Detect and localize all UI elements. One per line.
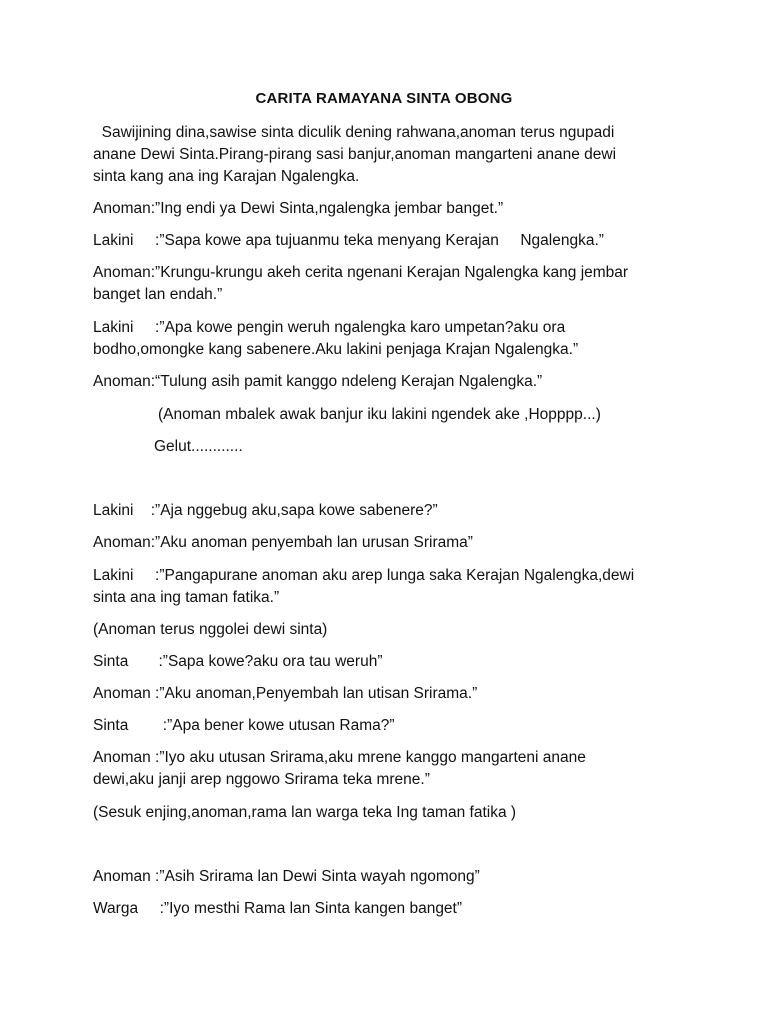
- dialogue-line: Anoman :”Iyo aku utusan Srirama,aku mrene kanggo mangarteni anane: [93, 749, 586, 766]
- stage-direction: Gelut............: [154, 438, 243, 455]
- dialogue-line: Lakini :”Apa kowe pengin weruh ngalengka karo umpetan?aku ora: [93, 319, 566, 336]
- document-title: CARITA RAMAYANA SINTA OBONG: [255, 90, 513, 107]
- dialogue-line: dewi,aku janji arep nggowo Srirama teka mrene.”: [93, 771, 430, 788]
- dialogue-line: Lakini :”Pangapurane anoman aku arep lunga saka Kerajan Ngalengka,dewi: [93, 567, 635, 584]
- dialogue-line: Anoman :”Asih Srirama lan Dewi Sinta wayah ngomong”: [93, 868, 480, 885]
- paragraph-line: sinta kang ana ing Karajan Ngalengka.: [93, 168, 360, 185]
- dialogue-line: Anoman:“Tulung asih pamit kanggo ndeleng Kerajan Ngalengka.”: [93, 373, 543, 390]
- dialogue-line: banget lan endah.”: [93, 286, 223, 303]
- dialogue-line: Anoman:”Ing endi ya Dewi Sinta,ngalengka jembar banget.”: [93, 200, 504, 217]
- dialogue-line: Anoman :”Aku anoman,Penyembah lan utisan Srirama.”: [93, 685, 478, 702]
- dialogue-line: Warga :”Iyo mesthi Rama lan Sinta kangen banget”: [93, 900, 463, 917]
- dialogue-line: Sinta :”Sapa kowe?aku ora tau weruh”: [93, 653, 383, 670]
- paragraph-line: Sawijining dina,sawise sinta diculik dening rahwana,anoman terus ngupadi: [93, 124, 615, 141]
- stage-direction: (Anoman mbalek awak banjur iku lakini ngendek ake ,Hopppp...): [158, 406, 601, 423]
- dialogue-line: Lakini :”Sapa kowe apa tujuanmu teka menyang Kerajan Ngalengka.”: [93, 232, 604, 249]
- dialogue-line: Sinta :”Apa bener kowe utusan Rama?”: [93, 717, 395, 734]
- dialogue-line: bodho,omongke kang sabenere.Aku lakini penjaga Krajan Ngalengka.”: [93, 341, 579, 358]
- dialogue-line: Anoman:”Krungu-krungu akeh cerita ngenani Kerajan Ngalengka kang jembar: [93, 264, 629, 281]
- stage-direction: (Anoman terus nggolei dewi sinta): [93, 621, 328, 638]
- dialogue-line: Lakini :”Aja nggebug aku,sapa kowe sabenere?”: [93, 502, 438, 519]
- stage-direction: (Sesuk enjing,anoman,rama lan warga teka Ing taman fatika ): [93, 804, 517, 821]
- dialogue-line: sinta ana ing taman fatika.”: [93, 589, 280, 606]
- dialogue-line: Anoman:”Aku anoman penyembah lan urusan Srirama”: [93, 534, 473, 551]
- paragraph-line: anane Dewi Sinta.Pirang-pirang sasi banjur,anoman mangarteni anane dewi: [93, 146, 617, 163]
